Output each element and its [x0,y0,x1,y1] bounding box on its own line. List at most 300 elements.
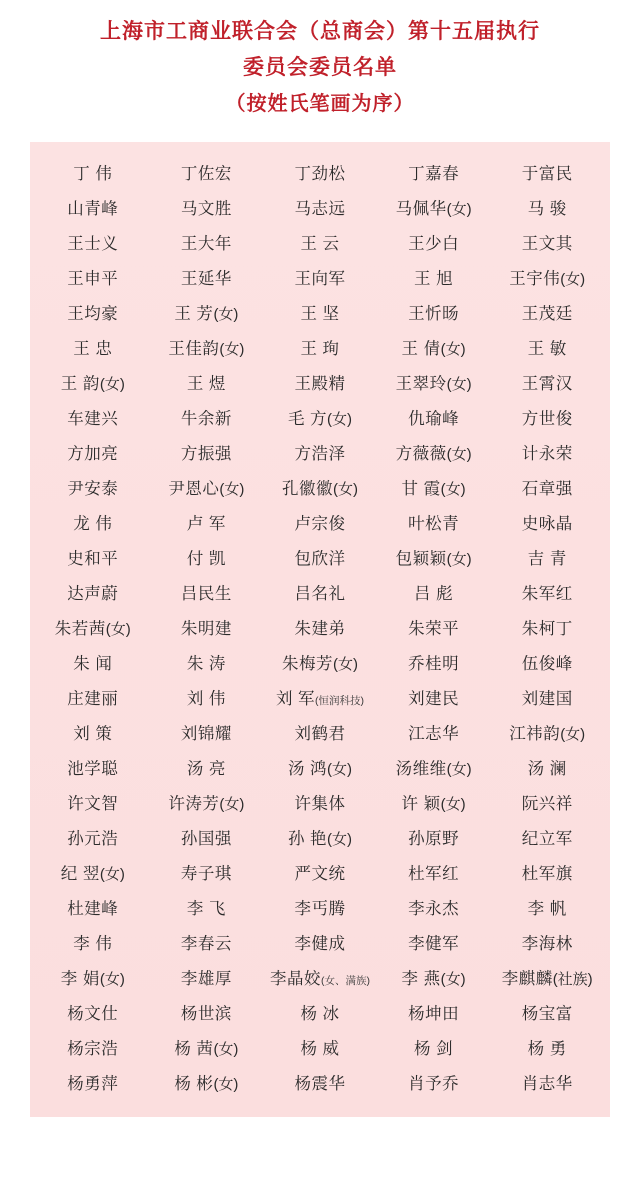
name-cell [377,994,491,1029]
name-text: 江志华 [408,724,460,743]
name-text: 朱 闻 [73,654,113,673]
name-text: 尹恩心(女) [168,479,245,498]
name-cell [150,749,264,784]
table-row [36,609,604,644]
name-text: 刘鹤君 [294,724,346,743]
name-cell [36,994,150,1029]
name-text: 杨 茜(女) [174,1039,239,1058]
name-cell [150,504,264,539]
name-text: 朱若茜(女) [54,619,131,638]
name-cell [490,574,604,609]
name-text: 王殿精 [294,374,346,393]
name-cell [263,889,377,924]
name-cell [263,504,377,539]
name-cell [377,1064,491,1099]
name-cell [36,329,150,364]
name-cell [377,329,491,364]
name-text: 杨勇萍 [67,1074,119,1093]
name-text: 史和平 [67,549,119,568]
name-cell [36,434,150,469]
name-cell [263,959,377,994]
name-cell [490,469,604,504]
name-cell [150,714,264,749]
name-text: 叶松青 [408,514,460,533]
name-cell [150,259,264,294]
name-text: 池学聪 [67,759,119,778]
table-row [36,854,604,889]
name-text: 甘 霞(女) [401,479,466,498]
name-cell [377,749,491,784]
name-text: 许集体 [294,794,346,813]
name-text: 方世俊 [521,409,573,428]
name-list-panel [30,142,610,1117]
name-text: 孔徽徽(女) [281,479,358,498]
name-text: 王 珣 [300,339,340,358]
table-row [36,959,604,994]
name-text: 方薇薇(女) [395,444,472,463]
name-cell [490,1029,604,1064]
name-cell [36,644,150,679]
name-cell [377,854,491,889]
name-text: 阮兴祥 [521,794,573,813]
name-cell [263,329,377,364]
name-text: 许涛芳(女) [168,794,245,813]
name-text: 方加亮 [67,444,119,463]
name-text: 杨文仕 [67,1004,119,1023]
name-cell [263,644,377,679]
table-row [36,749,604,784]
page-title-line-2: 委员会委员名单 [243,56,397,79]
name-text: 刘 伟 [186,689,226,708]
name-text: 李丐腾 [294,899,346,918]
name-text: 卢宗俊 [294,514,346,533]
name-text: 王宇伟(女) [509,269,586,288]
name-cell [377,294,491,329]
name-text: 王向军 [294,269,346,288]
name-cell [36,224,150,259]
name-cell [36,679,150,714]
name-text: 纪立军 [521,829,573,848]
name-text: 王佳韵(女) [168,339,245,358]
name-text: 王士义 [67,234,119,253]
table-row [36,329,604,364]
name-text: 王 煜 [186,374,226,393]
name-text: 马佩华(女) [395,199,472,218]
name-text: 王 旭 [414,269,454,288]
name-cell [263,749,377,784]
name-text: 严文统 [294,864,346,883]
name-text: 汤维维(女) [395,759,472,778]
name-text: 朱 涛 [186,654,226,673]
name-cell [36,539,150,574]
name-cell [263,224,377,259]
name-text: 王 芳(女) [174,304,239,323]
name-text: 丁佐宏 [180,164,232,183]
name-cell [490,399,604,434]
name-cell [377,819,491,854]
name-text: 吕名礼 [294,584,346,603]
name-cell [36,1064,150,1099]
name-cell [263,574,377,609]
name-text: 孙原野 [408,829,460,848]
name-text: 寿子琪 [180,864,232,883]
name-cell [490,189,604,224]
name-text: 于富民 [521,164,573,183]
name-text: 杨世滨 [180,1004,232,1023]
name-text: 肖志华 [521,1074,573,1093]
name-cell [490,539,604,574]
name-cell [263,399,377,434]
name-cell [490,784,604,819]
table-row [36,294,604,329]
name-text: 刘锦耀 [180,724,232,743]
name-cell [36,574,150,609]
name-cell [490,889,604,924]
name-text: 王少白 [408,234,460,253]
name-cell [490,644,604,679]
name-cell [377,469,491,504]
name-text: 李 伟 [73,934,113,953]
name-cell [150,644,264,679]
name-cell [263,679,377,714]
name-cell [490,819,604,854]
name-text: 王霄汉 [521,374,573,393]
name-text: 李春云 [180,934,232,953]
name-cell [377,399,491,434]
name-text: 汤 澜 [527,759,567,778]
name-cell [263,819,377,854]
name-text: 杨坤田 [408,1004,460,1023]
table-row [36,994,604,1029]
name-text: 李雄厚 [180,969,232,988]
name-text: 杨 剑 [414,1039,454,1058]
name-cell [263,714,377,749]
name-cell [377,784,491,819]
name-text: 丁 伟 [73,164,113,183]
name-cell [377,609,491,644]
table-row [36,224,604,259]
name-cell [150,154,264,189]
name-cell [263,1029,377,1064]
name-text: 李晶姣(女、满族) [269,969,370,988]
name-text: 庄建丽 [67,689,119,708]
name-cell [150,994,264,1029]
name-cell [377,644,491,679]
name-text: 伍俊峰 [521,654,573,673]
name-text: 石章强 [521,479,573,498]
name-cell [36,714,150,749]
name-cell [377,924,491,959]
name-cell [377,959,491,994]
name-cell [490,714,604,749]
name-text: 王 忠 [73,339,113,358]
name-cell [263,154,377,189]
name-cell [490,679,604,714]
name-cell [36,259,150,294]
table-row [36,364,604,399]
table-row [36,574,604,609]
name-text: 李 飞 [186,899,226,918]
name-cell [150,1029,264,1064]
name-text: 李麒麟(社族) [501,969,593,988]
name-cell [150,1064,264,1099]
name-cell [36,189,150,224]
name-text: 朱柯丁 [521,619,573,638]
name-text: 王忻旸 [408,304,460,323]
name-cell [36,819,150,854]
name-text: 牛余新 [180,409,232,428]
name-text: 马志远 [294,199,346,218]
name-text: 李健成 [294,934,346,953]
name-text: 马文胜 [180,199,232,218]
name-text: 乔桂明 [408,654,460,673]
name-text: 杜军旗 [521,864,573,883]
name-text: 王延华 [180,269,232,288]
name-cell [490,749,604,784]
name-cell [263,994,377,1029]
name-text: 纪 翌(女) [60,864,125,883]
table-row [36,819,604,854]
name-text: 龙 伟 [73,514,113,533]
name-cell [490,259,604,294]
table-row [36,189,604,224]
name-text: 王 坚 [300,304,340,323]
name-cell [377,714,491,749]
name-cell [490,924,604,959]
name-cell [377,539,491,574]
name-cell [263,854,377,889]
name-cell [263,434,377,469]
table-row [36,1029,604,1064]
name-text: 王 云 [300,234,340,253]
name-cell [490,1064,604,1099]
name-cell [150,469,264,504]
name-cell [377,434,491,469]
name-cell [150,574,264,609]
name-text: 朱梅芳(女) [281,654,358,673]
name-cell [490,154,604,189]
name-text: 杜建峰 [67,899,119,918]
name-text: 王 倩(女) [401,339,466,358]
name-cell [36,784,150,819]
name-cell [150,889,264,924]
name-text: 计永荣 [521,444,573,463]
name-text: 王大年 [180,234,232,253]
name-text: 许 颖(女) [401,794,466,813]
name-cell [150,609,264,644]
name-text: 朱明建 [180,619,232,638]
name-text: 汤 亮 [186,759,226,778]
name-cell [490,854,604,889]
name-cell [150,224,264,259]
name-text: 王茂廷 [521,304,573,323]
name-text: 丁劲松 [294,164,346,183]
name-text: 方浩泽 [294,444,346,463]
name-text: 尹安泰 [67,479,119,498]
name-cell [263,784,377,819]
name-cell [150,189,264,224]
name-text: 山青峰 [67,199,119,218]
name-text: 杨 冰 [300,1004,340,1023]
name-cell [36,1029,150,1064]
name-cell [490,294,604,329]
name-cell [150,854,264,889]
name-text: 包颖颖(女) [395,549,472,568]
name-text: 杜军红 [408,864,460,883]
name-cell [377,154,491,189]
name-text: 王文其 [521,234,573,253]
name-cell [150,434,264,469]
name-cell [377,1029,491,1064]
name-text: 李海林 [521,934,573,953]
name-cell [490,609,604,644]
name-text: 王翠玲(女) [395,374,472,393]
name-text: 王均豪 [67,304,119,323]
page-title-line-1: 上海市工商业联合会（总商会）第十五届执行 [100,20,540,43]
name-cell [150,399,264,434]
name-text: 肖予乔 [408,1074,460,1093]
name-cell [263,1064,377,1099]
table-row [36,154,604,189]
name-text: 孙 艳(女) [287,829,353,848]
table-row [36,644,604,679]
name-text: 达声蔚 [67,584,119,603]
name-cell [377,889,491,924]
name-cell [150,329,264,364]
name-cell [377,574,491,609]
name-cell [490,504,604,539]
name-cell [150,364,264,399]
table-row [36,259,604,294]
name-cell [263,469,377,504]
name-text: 王 韵(女) [60,374,125,393]
name-cell [263,924,377,959]
name-cell [36,924,150,959]
name-text: 杨震华 [294,1074,346,1093]
name-text: 卢 军 [186,514,226,533]
name-cell [263,294,377,329]
name-text: 吕民生 [180,584,232,603]
table-row [36,504,604,539]
name-text: 方振强 [180,444,232,463]
name-cell [490,959,604,994]
name-text: 王 敏 [527,339,567,358]
name-cell [263,189,377,224]
name-text: 车建兴 [67,409,119,428]
name-text: 孙国强 [180,829,232,848]
name-text: 杨 勇 [527,1039,567,1058]
table-row [36,434,604,469]
name-text: 吕 彪 [414,584,454,603]
name-cell [263,609,377,644]
name-text: 江祎韵(女) [509,724,586,743]
name-text: 吉 青 [527,549,567,568]
name-text: 仇瑜峰 [408,409,460,428]
name-cell [490,329,604,364]
table-row [36,889,604,924]
name-cell [36,294,150,329]
table-row [36,539,604,574]
name-cell [36,609,150,644]
name-cell [150,784,264,819]
name-text: 杨宗浩 [67,1039,119,1058]
name-cell [490,364,604,399]
name-cell [36,364,150,399]
name-cell [263,364,377,399]
document-title-block [0,0,640,128]
table-row [36,714,604,749]
name-cell [150,679,264,714]
name-cell [263,259,377,294]
name-text: 孙元浩 [67,829,119,848]
name-cell [377,364,491,399]
name-text: 李 娟(女) [60,969,125,988]
name-text: 王申平 [67,269,119,288]
name-cell [377,504,491,539]
table-row [36,784,604,819]
name-cell [36,889,150,924]
name-cell [36,959,150,994]
name-text: 朱荣平 [408,619,460,638]
name-cell [150,539,264,574]
name-text: 史咏晶 [521,514,573,533]
name-text: 刘建国 [521,689,573,708]
name-text: 朱军红 [521,584,573,603]
name-text: 李 燕(女) [401,969,466,988]
table-row [36,469,604,504]
name-cell [36,154,150,189]
name-cell [150,959,264,994]
name-text: 包欣洋 [294,549,346,568]
name-text: 丁嘉春 [408,164,460,183]
name-text: 朱建弟 [294,619,346,638]
name-cell [263,539,377,574]
name-cell [490,994,604,1029]
name-text: 许文智 [67,794,119,813]
name-text: 杨宝富 [521,1004,573,1023]
name-text: 毛 方(女) [287,409,353,428]
name-text: 李永杰 [408,899,460,918]
name-table [36,154,604,1099]
name-text: 杨 威 [300,1039,340,1058]
table-row [36,1064,604,1099]
name-text: 刘建民 [408,689,460,708]
name-text: 杨 彬(女) [174,1074,239,1093]
name-text: 刘 军(恒润科技) [275,689,365,708]
table-row [36,679,604,714]
name-cell [377,259,491,294]
name-text: 李健军 [408,934,460,953]
table-row [36,399,604,434]
page-title-line-3: （按姓氏笔画为序） [225,93,415,115]
name-cell [150,294,264,329]
name-cell [36,399,150,434]
name-cell [377,679,491,714]
name-cell [36,469,150,504]
name-text: 李 帆 [527,899,567,918]
name-cell [490,224,604,259]
name-cell [490,434,604,469]
name-text: 马 骏 [527,199,567,218]
name-cell [150,924,264,959]
table-row [36,924,604,959]
name-cell [377,224,491,259]
name-cell [150,819,264,854]
name-text: 刘 策 [73,724,113,743]
name-text: 汤 鸿(女) [287,759,353,778]
name-cell [377,189,491,224]
name-cell [36,749,150,784]
